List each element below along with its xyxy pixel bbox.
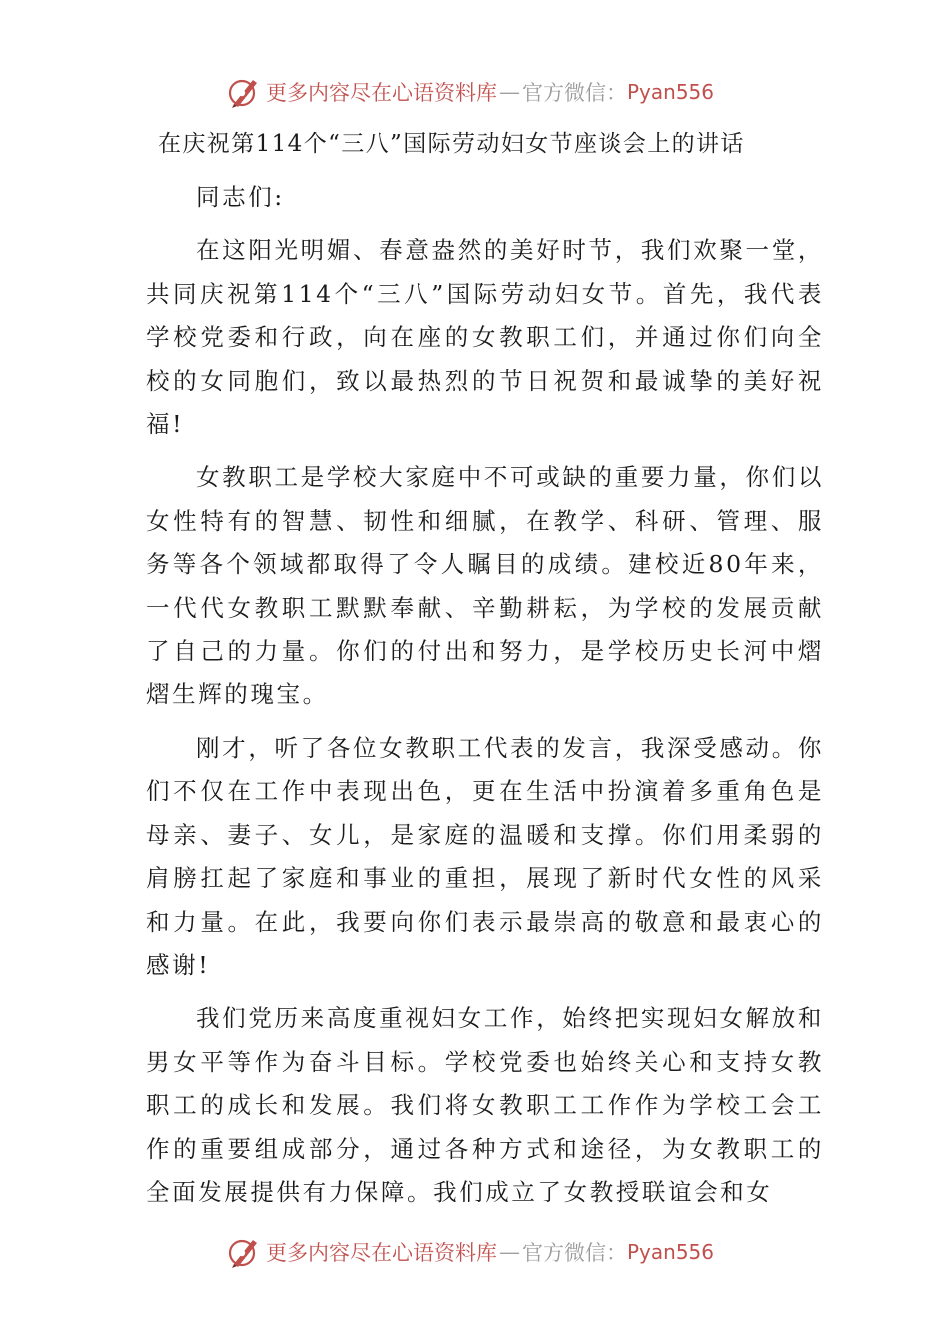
pen-logo-icon xyxy=(226,74,262,110)
paragraph-3: 刚才，听了各位女教职工代表的发言，我深受感动。你们不仅在工作中表现出色，更在生活中扮演着多重角色是母亲、妻子、女儿，是家庭的温暖和支撑。你们用柔弱的肩膀扛起了家庭和事业的重担，展现了新时代女性的风采和力量。在此，我要向你们表示最崇高的敬意和最衷心的感谢! xyxy=(146,733,824,979)
header-watermark-banner xyxy=(226,72,714,112)
footer-promo-text: 更多内容尽在心语资料库 xyxy=(266,1241,497,1265)
paragraph-2: 女教职工是学校大家庭中不可或缺的重要力量，你们以女性特有的智慧、韧性和细腻，在教学、科研、管理、服务等各个领域都取得了令人瞩目的成绩。建校近80年来，一代代女教职工默默奉献、辛勤耕耘，为学校的发展贡献了自己的力量。你们的付出和努力，是学校历史长河中熠熠生辉的瑰宝。 xyxy=(146,463,824,709)
header-wechat-label: 官方微信： xyxy=(522,81,627,105)
document-body xyxy=(146,176,824,1224)
paragraph-1: 在这阳光明媚、春意盎然的美好时节，我们欢聚一堂，共同庆祝第114个“三八”国际劳动妇女节。首先，我代表学校党委和行政，向在座的女教职工们，并通过你们向全校的女同胞们，致以最热烈的节日祝贺和最诚挚的美好祝福! xyxy=(146,236,824,439)
footer-dash: — xyxy=(499,1240,520,1264)
pen-logo-icon xyxy=(226,1234,262,1270)
footer-watermark-banner xyxy=(226,1232,714,1272)
footer-wechat-label: 官方微信： xyxy=(522,1241,627,1265)
paragraph-4: 我们党历来高度重视妇女工作，始终把实现妇女解放和男女平等作为奋斗目标。学校党委也始终关心和支持女教职工的成长和发展。我们将女教职工工作作为学校工会工作的重要组成部分，通过各种方式和途径，为女教职工的全面发展提供有力保障。我们成立了女教授联谊会和女 xyxy=(146,1004,824,1206)
salutation: 同志们: xyxy=(196,183,285,211)
header-wechat-id: Pyan556 xyxy=(627,80,715,104)
footer-wechat-id: Pyan556 xyxy=(627,1240,715,1264)
document-title: 在庆祝第114个“三八”国际劳动妇女节座谈会上的讲话 xyxy=(158,131,745,157)
header-promo-text: 更多内容尽在心语资料库 xyxy=(266,81,497,105)
header-dash: — xyxy=(499,80,520,104)
